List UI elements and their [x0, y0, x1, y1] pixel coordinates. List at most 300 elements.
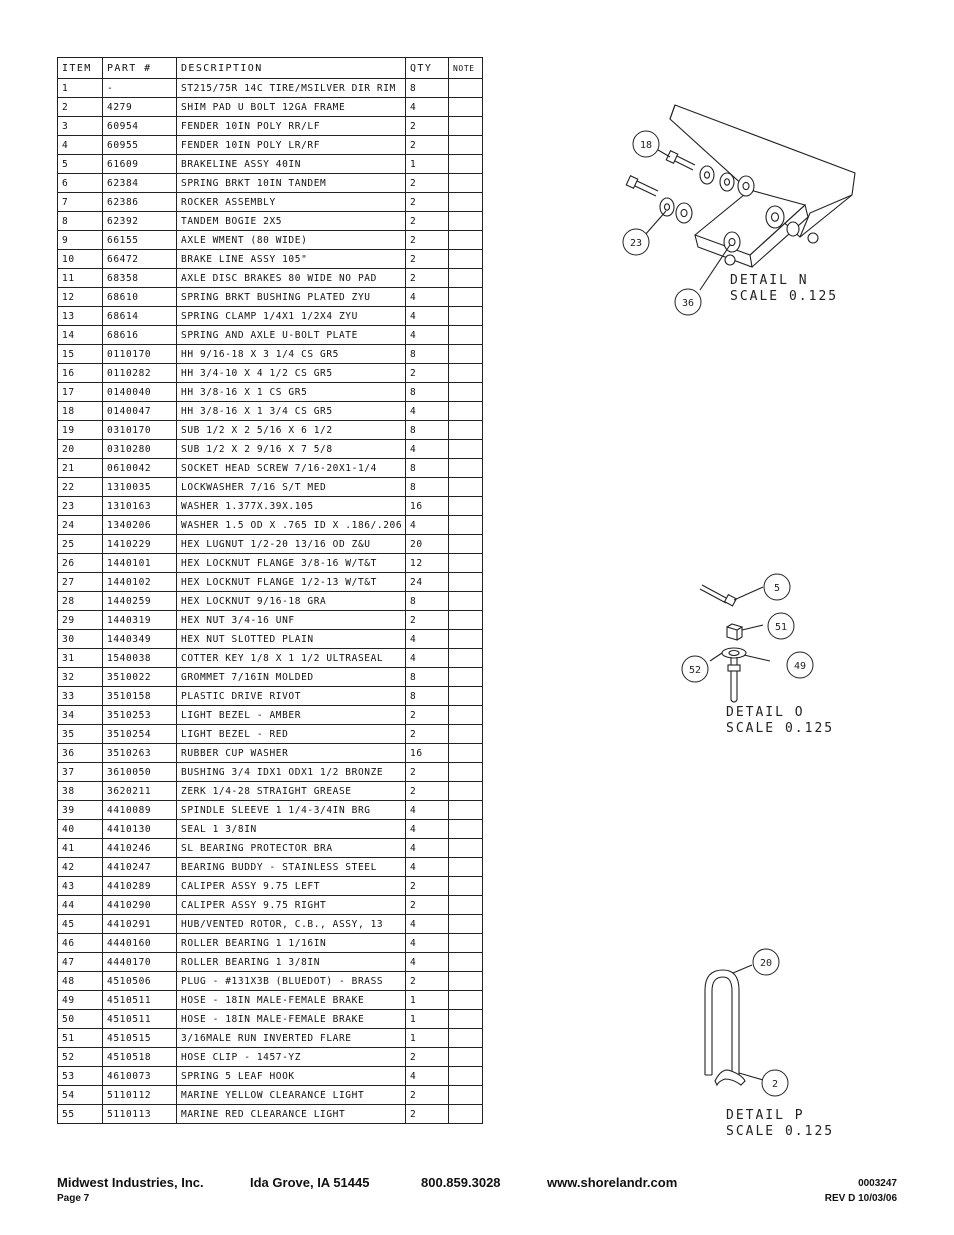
item-number-cell: 18: [58, 402, 103, 421]
footer-revision: REV D 10/03/06: [824, 1193, 897, 1204]
note-cell: [449, 193, 483, 212]
description-cell: SPINDLE SLEEVE 1 1/4-3/4IN BRG: [177, 801, 406, 820]
table-row: [58, 573, 483, 592]
item-number-cell: 49: [58, 991, 103, 1010]
note-cell: [449, 1067, 483, 1086]
callout-5: 5: [773, 583, 781, 594]
description-cell: SPRING AND AXLE U-BOLT PLATE: [177, 326, 406, 345]
part-number-cell: 3620211: [103, 782, 177, 801]
description-cell: HEX LOCKNUT FLANGE 1/2-13 W/T&T: [177, 573, 406, 592]
part-number-cell: 3510254: [103, 725, 177, 744]
item-number-cell: 29: [58, 611, 103, 630]
table-row: [58, 934, 483, 953]
item-number-cell: 30: [58, 630, 103, 649]
note-cell: [449, 402, 483, 421]
table-row: [58, 1048, 483, 1067]
item-number-cell: 37: [58, 763, 103, 782]
part-number-cell: 1310163: [103, 497, 177, 516]
part-number-cell: 68610: [103, 288, 177, 307]
description-cell: CALIPER ASSY 9.75 LEFT: [177, 877, 406, 896]
description-cell: AXLE DISC BRAKES 80 WIDE NO PAD: [177, 269, 406, 288]
note-cell: [449, 79, 483, 98]
note-cell: [449, 877, 483, 896]
qty-cell: 4: [406, 516, 449, 535]
table-row: [58, 820, 483, 839]
qty-cell: 2: [406, 1086, 449, 1105]
detail-o-scale: SCALE 0.125: [726, 721, 835, 736]
note-cell: [449, 763, 483, 782]
part-number-cell: 68358: [103, 269, 177, 288]
part-number-cell: 1410229: [103, 535, 177, 554]
note-cell: [449, 896, 483, 915]
note-cell: [449, 250, 483, 269]
table-row: [58, 136, 483, 155]
qty-cell: 12: [406, 554, 449, 573]
item-number-cell: 53: [58, 1067, 103, 1086]
footer-page-number: Page 7: [57, 1193, 90, 1204]
table-row: [58, 307, 483, 326]
item-number-cell: 19: [58, 421, 103, 440]
qty-cell: 4: [406, 839, 449, 858]
note-cell: [449, 1048, 483, 1067]
item-number-cell: 48: [58, 972, 103, 991]
description-cell: AXLE WMENT (80 WIDE): [177, 231, 406, 250]
note-cell: [449, 288, 483, 307]
qty-cell: 2: [406, 896, 449, 915]
table-row: [58, 1086, 483, 1105]
description-cell: HH 3/8-16 X 1 3/4 CS GR5: [177, 402, 406, 421]
item-number-cell: 50: [58, 1010, 103, 1029]
description-cell: ROLLER BEARING 1 3/8IN: [177, 953, 406, 972]
description-cell: RUBBER CUP WASHER: [177, 744, 406, 763]
item-number-cell: 33: [58, 687, 103, 706]
part-number-cell: 4510506: [103, 972, 177, 991]
table-row: [58, 744, 483, 763]
description-cell: TANDEM BOGIE 2X5: [177, 212, 406, 231]
qty-cell: 2: [406, 250, 449, 269]
table-row: [58, 516, 483, 535]
table-row: [58, 345, 483, 364]
item-number-cell: 46: [58, 934, 103, 953]
note-cell: [449, 1105, 483, 1124]
table-row: [58, 250, 483, 269]
description-cell: FENDER 10IN POLY LR/RF: [177, 136, 406, 155]
qty-cell: 4: [406, 288, 449, 307]
description-cell: MARINE RED CLEARANCE LIGHT: [177, 1105, 406, 1124]
qty-cell: 2: [406, 193, 449, 212]
table-row: [58, 98, 483, 117]
part-number-cell: 62392: [103, 212, 177, 231]
part-number-cell: 4410130: [103, 820, 177, 839]
note-cell: [449, 326, 483, 345]
description-cell: ROLLER BEARING 1 1/16IN: [177, 934, 406, 953]
note-cell: [449, 649, 483, 668]
table-row: [58, 706, 483, 725]
description-cell: HH 9/16-18 X 3 1/4 CS GR5: [177, 345, 406, 364]
note-cell: [449, 972, 483, 991]
part-number-cell: 3510158: [103, 687, 177, 706]
table-row: [58, 763, 483, 782]
item-number-cell: 4: [58, 136, 103, 155]
item-number-cell: 25: [58, 535, 103, 554]
description-cell: COTTER KEY 1/8 X 1 1/2 ULTRASEAL: [177, 649, 406, 668]
note-cell: [449, 440, 483, 459]
qty-cell: 4: [406, 98, 449, 117]
note-cell: [449, 820, 483, 839]
item-number-cell: 9: [58, 231, 103, 250]
item-number-cell: 13: [58, 307, 103, 326]
table-row: [58, 668, 483, 687]
table-row: [58, 801, 483, 820]
note-cell: [449, 117, 483, 136]
note-cell: [449, 839, 483, 858]
note-cell: [449, 991, 483, 1010]
qty-cell: 2: [406, 1105, 449, 1124]
note-cell: [449, 687, 483, 706]
note-cell: [449, 782, 483, 801]
item-number-cell: 11: [58, 269, 103, 288]
part-number-cell: 1440349: [103, 630, 177, 649]
description-cell: WASHER 1.377X.39X.105: [177, 497, 406, 516]
table-row: [58, 649, 483, 668]
description-cell: LOCKWASHER 7/16 S/T MED: [177, 478, 406, 497]
qty-cell: 2: [406, 364, 449, 383]
table-row: [58, 440, 483, 459]
item-number-cell: 8: [58, 212, 103, 231]
table-row: [58, 364, 483, 383]
part-number-cell: 0140047: [103, 402, 177, 421]
part-number-cell: 5110112: [103, 1086, 177, 1105]
description-cell: HEX NUT SLOTTED PLAIN: [177, 630, 406, 649]
qty-cell: 4: [406, 440, 449, 459]
table-row: [58, 497, 483, 516]
table-row: [58, 193, 483, 212]
column-header-qty: QTY: [406, 58, 449, 79]
note-cell: [449, 136, 483, 155]
table-row: [58, 953, 483, 972]
qty-cell: 2: [406, 1048, 449, 1067]
note-cell: [449, 174, 483, 193]
item-number-cell: 16: [58, 364, 103, 383]
table-row: [58, 174, 483, 193]
callout-49: 49: [793, 661, 807, 672]
description-cell: FENDER 10IN POLY RR/LF: [177, 117, 406, 136]
part-number-cell: 68616: [103, 326, 177, 345]
part-number-cell: 3610050: [103, 763, 177, 782]
qty-cell: 8: [406, 668, 449, 687]
callout-36: 36: [681, 298, 695, 309]
footer-contact-line: [57, 1175, 897, 1193]
item-number-cell: 36: [58, 744, 103, 763]
qty-cell: 4: [406, 1067, 449, 1086]
table-row: [58, 991, 483, 1010]
note-cell: [449, 1029, 483, 1048]
detail-o-drawing: [670, 565, 830, 715]
table-row: [58, 782, 483, 801]
description-cell: BRAKE LINE ASSY 105": [177, 250, 406, 269]
description-cell: MARINE YELLOW CLEARANCE LIGHT: [177, 1086, 406, 1105]
qty-cell: 8: [406, 345, 449, 364]
part-number-cell: 0110170: [103, 345, 177, 364]
detail-o-title: DETAIL O: [726, 705, 805, 720]
detail-p-drawing: [695, 945, 805, 1105]
item-number-cell: 26: [58, 554, 103, 573]
note-cell: [449, 497, 483, 516]
table-row: [58, 972, 483, 991]
table-row: [58, 687, 483, 706]
callout-2: 2: [771, 1079, 779, 1090]
description-cell: SHIM PAD U BOLT 12GA FRAME: [177, 98, 406, 117]
description-cell: ZERK 1/4-28 STRAIGHT GREASE: [177, 782, 406, 801]
table-row: [58, 839, 483, 858]
table-row: [58, 877, 483, 896]
qty-cell: 1: [406, 991, 449, 1010]
part-number-cell: 0610042: [103, 459, 177, 478]
column-header-note: NOTE: [449, 58, 483, 79]
table-row: [58, 630, 483, 649]
note-cell: [449, 668, 483, 687]
part-number-cell: 1440101: [103, 554, 177, 573]
item-number-cell: 51: [58, 1029, 103, 1048]
table-row: [58, 1029, 483, 1048]
callout-52: 52: [688, 665, 702, 676]
qty-cell: 2: [406, 136, 449, 155]
qty-cell: 8: [406, 421, 449, 440]
description-cell: SPRING BRKT BUSHING PLATED ZYU: [177, 288, 406, 307]
table-row: [58, 288, 483, 307]
column-header-part-number: PART #: [103, 58, 177, 79]
part-number-cell: 1540038: [103, 649, 177, 668]
table-row: [58, 725, 483, 744]
description-cell: SEAL 1 3/8IN: [177, 820, 406, 839]
part-number-cell: 0310280: [103, 440, 177, 459]
note-cell: [449, 307, 483, 326]
part-number-cell: 1440319: [103, 611, 177, 630]
item-number-cell: 6: [58, 174, 103, 193]
item-number-cell: 5: [58, 155, 103, 174]
part-number-cell: 3510253: [103, 706, 177, 725]
item-number-cell: 31: [58, 649, 103, 668]
qty-cell: 16: [406, 744, 449, 763]
qty-cell: 4: [406, 630, 449, 649]
qty-cell: 4: [406, 326, 449, 345]
detail-p-title: DETAIL P: [726, 1108, 805, 1123]
table-row: [58, 478, 483, 497]
description-cell: HUB/VENTED ROTOR, C.B., ASSY, 13: [177, 915, 406, 934]
part-number-cell: 4410246: [103, 839, 177, 858]
note-cell: [449, 516, 483, 535]
qty-cell: 2: [406, 972, 449, 991]
description-cell: HOSE - 18IN MALE-FEMALE BRAKE: [177, 1010, 406, 1029]
detail-n-label: [730, 273, 838, 305]
note-cell: [449, 725, 483, 744]
part-number-cell: 4510511: [103, 1010, 177, 1029]
item-number-cell: 34: [58, 706, 103, 725]
qty-cell: 8: [406, 592, 449, 611]
note-cell: [449, 592, 483, 611]
table-row: [58, 155, 483, 174]
table-row: [58, 1067, 483, 1086]
part-number-cell: 0310170: [103, 421, 177, 440]
qty-cell: 4: [406, 649, 449, 668]
qty-cell: 1: [406, 1029, 449, 1048]
item-number-cell: 22: [58, 478, 103, 497]
item-number-cell: 32: [58, 668, 103, 687]
item-number-cell: 15: [58, 345, 103, 364]
table-row: [58, 383, 483, 402]
description-cell: HEX NUT 3/4-16 UNF: [177, 611, 406, 630]
description-cell: HEX LOCKNUT FLANGE 3/8-16 W/T&T: [177, 554, 406, 573]
table-row: [58, 1105, 483, 1124]
note-cell: [449, 269, 483, 288]
callout-23: 23: [629, 238, 643, 249]
qty-cell: 2: [406, 611, 449, 630]
qty-cell: 8: [406, 687, 449, 706]
item-number-cell: 17: [58, 383, 103, 402]
qty-cell: 1: [406, 1010, 449, 1029]
detail-p-label: [726, 1108, 834, 1140]
table-row: [58, 1010, 483, 1029]
note-cell: [449, 630, 483, 649]
description-cell: HOSE - 18IN MALE-FEMALE BRAKE: [177, 991, 406, 1010]
description-cell: HH 3/4-10 X 4 1/2 CS GR5: [177, 364, 406, 383]
qty-cell: 8: [406, 79, 449, 98]
note-cell: [449, 421, 483, 440]
item-number-cell: 2: [58, 98, 103, 117]
item-number-cell: 3: [58, 117, 103, 136]
callout-18: 18: [639, 140, 653, 151]
table-row: [58, 421, 483, 440]
item-number-cell: 14: [58, 326, 103, 345]
note-cell: [449, 478, 483, 497]
part-number-cell: 68614: [103, 307, 177, 326]
description-cell: LIGHT BEZEL - RED: [177, 725, 406, 744]
qty-cell: 4: [406, 915, 449, 934]
part-number-cell: 62386: [103, 193, 177, 212]
qty-cell: 4: [406, 858, 449, 877]
part-number-cell: 1440102: [103, 573, 177, 592]
callout-20: 20: [759, 958, 773, 969]
detail-n-title: DETAIL N: [730, 273, 809, 288]
part-number-cell: 60955: [103, 136, 177, 155]
part-number-cell: 4410289: [103, 877, 177, 896]
table-row: [58, 535, 483, 554]
note-cell: [449, 1010, 483, 1029]
description-cell: PLUG - #131X3B (BLUEDOT) - BRASS: [177, 972, 406, 991]
item-number-cell: 23: [58, 497, 103, 516]
footer-city: Ida Grove, IA 51445: [250, 1175, 370, 1190]
description-cell: SOCKET HEAD SCREW 7/16-20X1-1/4: [177, 459, 406, 478]
part-number-cell: 5110113: [103, 1105, 177, 1124]
note-cell: [449, 212, 483, 231]
description-cell: SUB 1/2 X 2 9/16 X 7 5/8: [177, 440, 406, 459]
description-cell: HEX LOCKNUT 9/16-18 GRA: [177, 592, 406, 611]
part-number-cell: 62384: [103, 174, 177, 193]
item-number-cell: 1: [58, 79, 103, 98]
table-row: [58, 459, 483, 478]
qty-cell: 2: [406, 763, 449, 782]
description-cell: SPRING 5 LEAF HOOK: [177, 1067, 406, 1086]
table-row: [58, 858, 483, 877]
description-cell: SPRING CLAMP 1/4X1 1/2X4 ZYU: [177, 307, 406, 326]
part-number-cell: 4440170: [103, 953, 177, 972]
note-cell: [449, 744, 483, 763]
note-cell: [449, 364, 483, 383]
qty-cell: 4: [406, 820, 449, 839]
column-header-item: ITEM: [58, 58, 103, 79]
item-number-cell: 10: [58, 250, 103, 269]
table-row: [58, 326, 483, 345]
qty-cell: 24: [406, 573, 449, 592]
detail-o-label: [726, 705, 834, 737]
description-cell: PLASTIC DRIVE RIVOT: [177, 687, 406, 706]
note-cell: [449, 345, 483, 364]
description-cell: ROCKER ASSEMBLY: [177, 193, 406, 212]
qty-cell: 2: [406, 212, 449, 231]
table-row: [58, 269, 483, 288]
item-number-cell: 21: [58, 459, 103, 478]
table-row: [58, 915, 483, 934]
qty-cell: 8: [406, 383, 449, 402]
part-number-cell: 4440160: [103, 934, 177, 953]
parts-table-header-row: [58, 58, 483, 79]
callout-51: 51: [774, 622, 788, 633]
description-cell: HH 3/8-16 X 1 CS GR5: [177, 383, 406, 402]
item-number-cell: 27: [58, 573, 103, 592]
note-cell: [449, 934, 483, 953]
part-number-cell: 4410089: [103, 801, 177, 820]
note-cell: [449, 459, 483, 478]
part-number-cell: 4510518: [103, 1048, 177, 1067]
detail-p-scale: SCALE 0.125: [726, 1124, 835, 1139]
description-cell: BEARING BUDDY - STAINLESS STEEL: [177, 858, 406, 877]
description-cell: HEX LUGNUT 1/2-20 13/16 OD Z&U: [177, 535, 406, 554]
footer-sub-line: [57, 1193, 897, 1207]
note-cell: [449, 155, 483, 174]
note-cell: [449, 1086, 483, 1105]
table-row: [58, 117, 483, 136]
description-cell: CALIPER ASSY 9.75 RIGHT: [177, 896, 406, 915]
note-cell: [449, 611, 483, 630]
note-cell: [449, 706, 483, 725]
description-cell: WASHER 1.5 OD X .765 ID X .186/.206: [177, 516, 406, 535]
qty-cell: 2: [406, 725, 449, 744]
part-number-cell: 1340206: [103, 516, 177, 535]
note-cell: [449, 573, 483, 592]
qty-cell: 2: [406, 782, 449, 801]
qty-cell: 8: [406, 478, 449, 497]
note-cell: [449, 98, 483, 117]
item-number-cell: 24: [58, 516, 103, 535]
qty-cell: 4: [406, 953, 449, 972]
table-row: [58, 554, 483, 573]
part-number-cell: 0110282: [103, 364, 177, 383]
note-cell: [449, 554, 483, 573]
item-number-cell: 39: [58, 801, 103, 820]
item-number-cell: 54: [58, 1086, 103, 1105]
note-cell: [449, 231, 483, 250]
qty-cell: 4: [406, 402, 449, 421]
note-cell: [449, 801, 483, 820]
note-cell: [449, 383, 483, 402]
detail-n-scale: SCALE 0.125: [730, 289, 839, 304]
part-number-cell: 61609: [103, 155, 177, 174]
part-number-cell: 0140040: [103, 383, 177, 402]
qty-cell: 2: [406, 877, 449, 896]
part-number-cell: 3510022: [103, 668, 177, 687]
description-cell: BUSHING 3/4 IDX1 ODX1 1/2 BRONZE: [177, 763, 406, 782]
item-number-cell: 52: [58, 1048, 103, 1067]
